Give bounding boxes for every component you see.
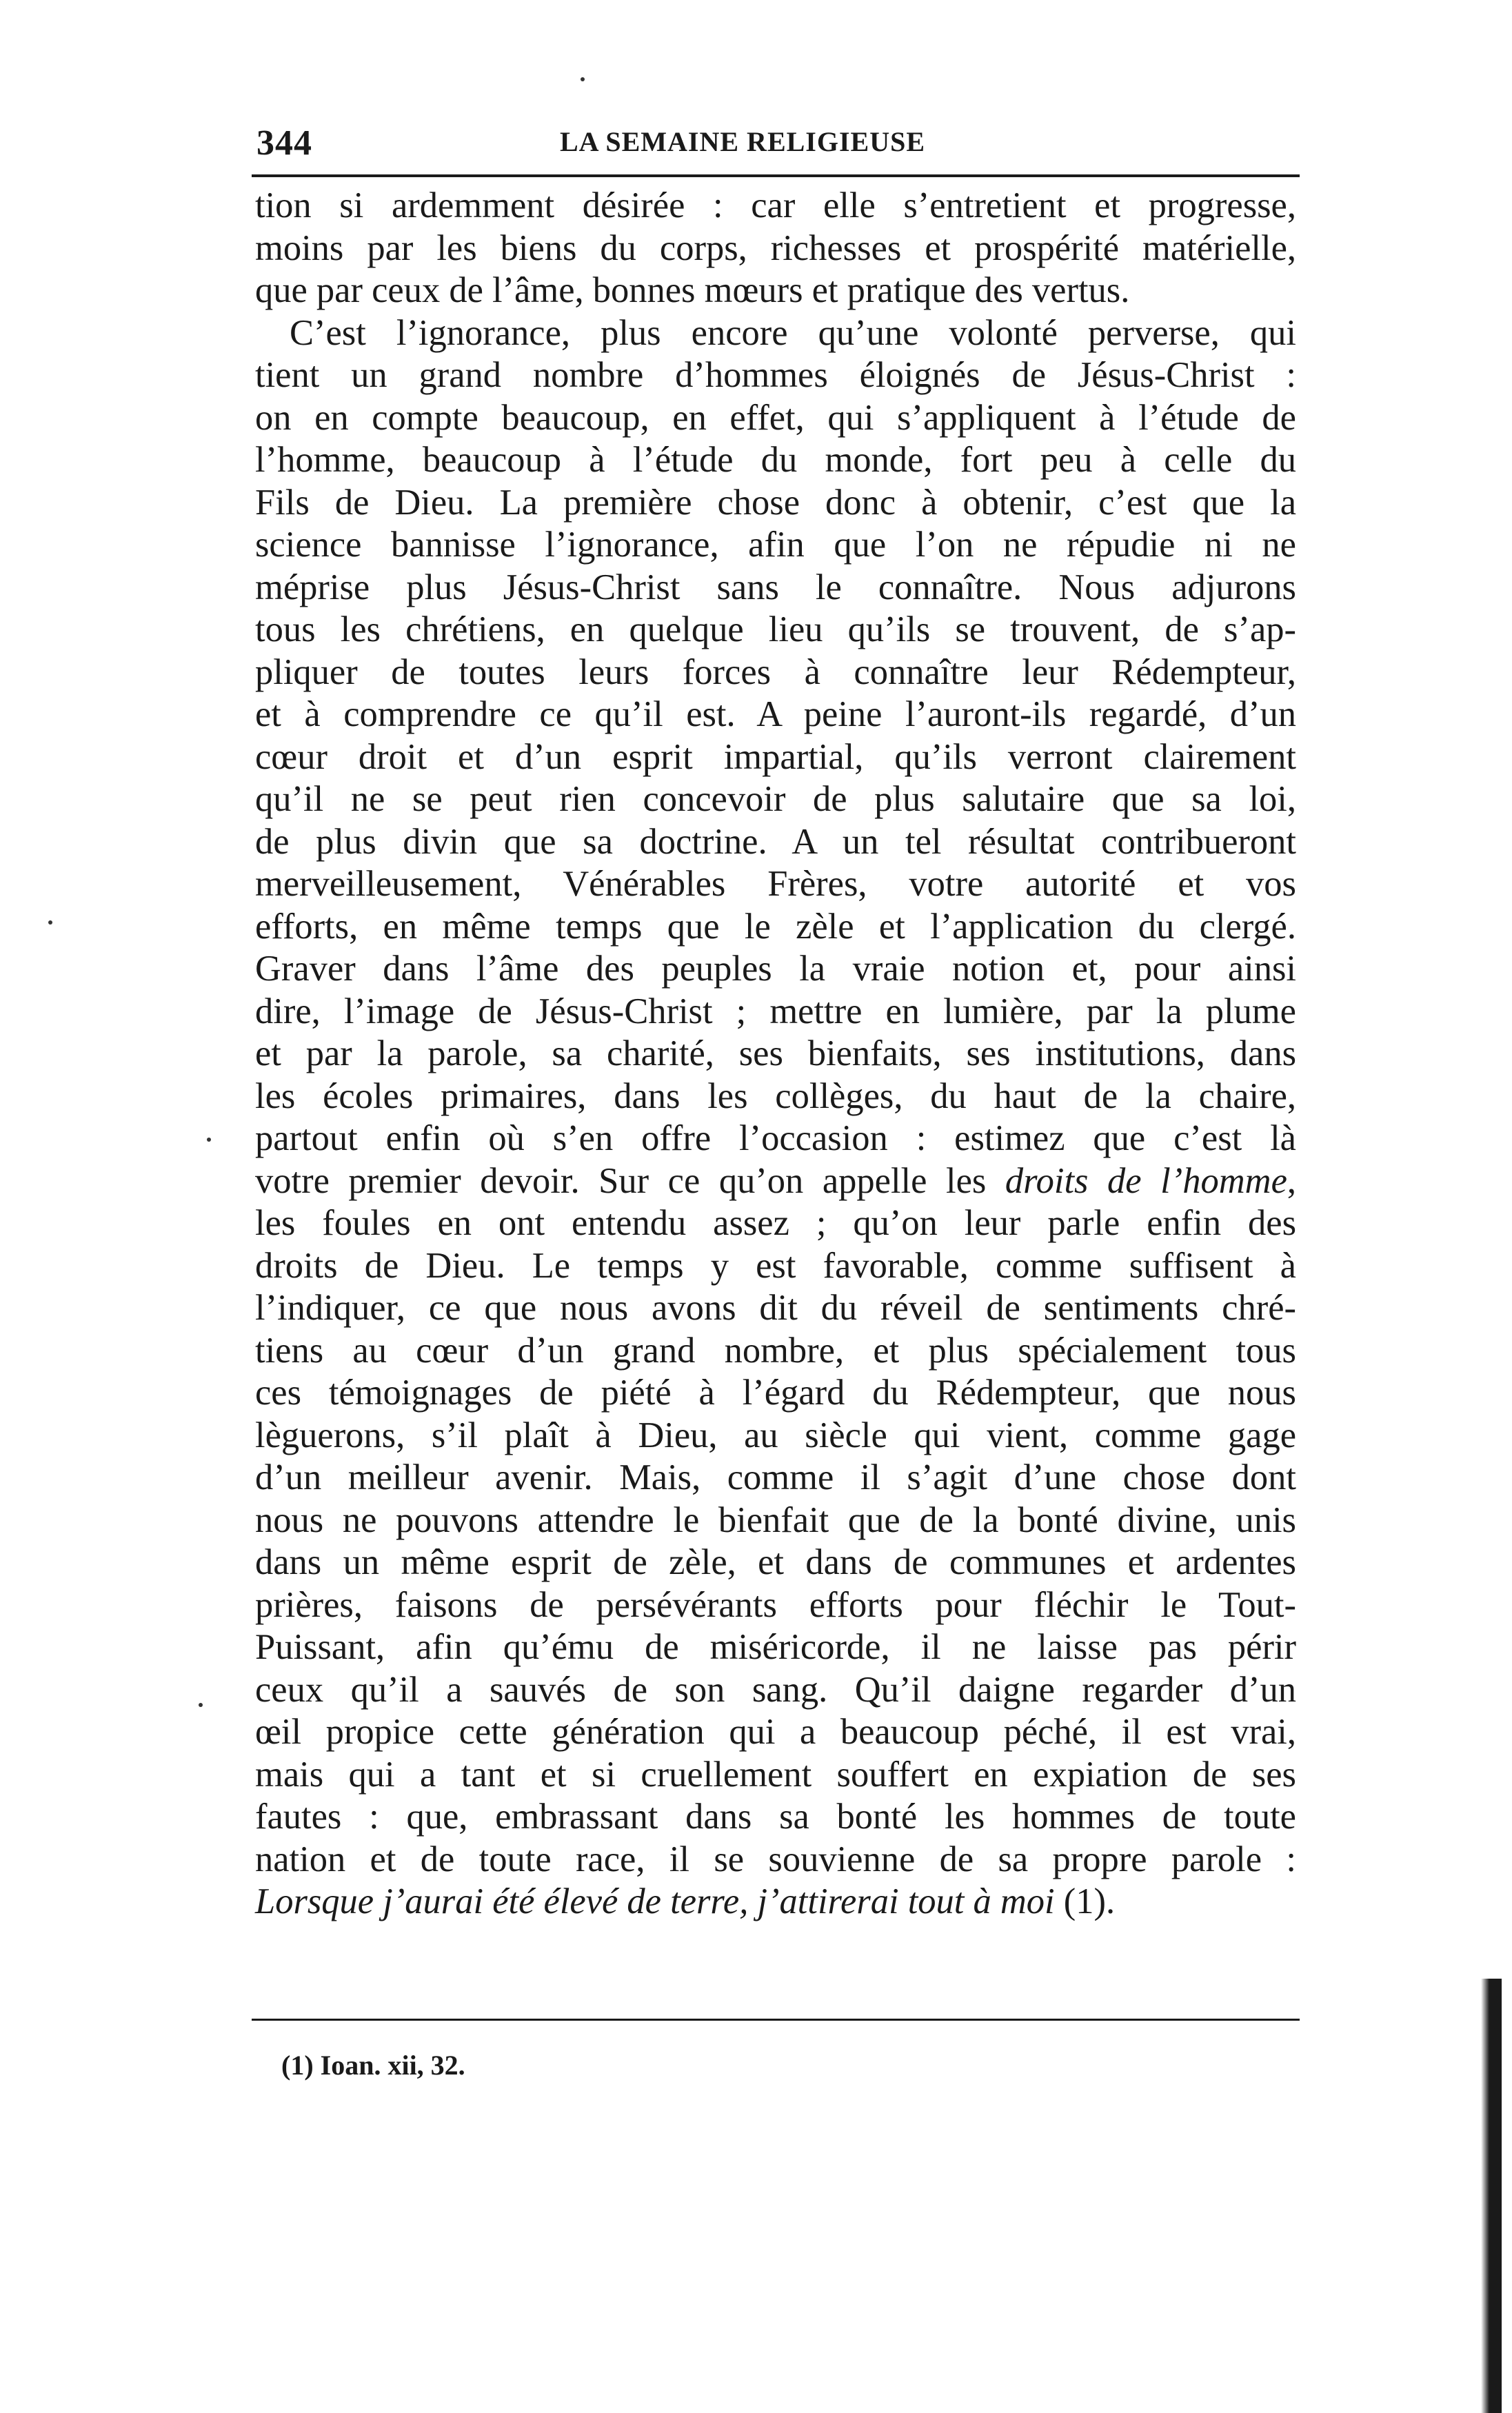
text-line: Fils de Dieu. La première chose donc à obtenir, c’est que la (255, 482, 1296, 523)
text-line: pliquer de toutes leurs forces à connaître leur Rédempteur, (255, 652, 1296, 692)
text-line: cœur droit et d’un esprit impartial, qu’ils verront clairement (255, 736, 1296, 777)
text-line: qu’il ne se peut rien concevoir de plus salutaire que sa loi, (255, 779, 1296, 819)
text-line: Graver dans l’âme des peuples la vraie notion et, pour ainsi (255, 949, 1296, 989)
italic-quote: Lorsque j’aurai été élevé de terre, j’attirerai tout à moi (255, 1881, 1055, 1921)
text-line: fautes : que, embrassant dans sa bonté les hommes de toute (255, 1797, 1296, 1837)
text-line: Puissant, afin qu’ému de miséricorde, il ne laisse pas périr (255, 1627, 1296, 1667)
scan-speck (207, 1138, 211, 1142)
text-line: les foules en ont entendu assez ; qu’on leur parle enfin des (255, 1203, 1296, 1243)
text-line: nous ne pouvons attendre le bienfait que de la bonté divine, unis (255, 1500, 1296, 1540)
text-line: prières, faisons de persévérants efforts pour fléchir le Tout- (255, 1584, 1296, 1625)
footnote: (1) Ioan. xii, 32. (281, 2050, 465, 2081)
text-line: science bannisse l’ignorance, afin que l’on ne répudie ni ne (255, 525, 1296, 565)
text-line: œil propice cette génération qui a beaucoup péché, il est vrai, (255, 1712, 1296, 1752)
text-line: l’indiquer, ce que nous avons dit du réveil de sentiments chré- (255, 1288, 1296, 1328)
text-line: tion si ardemment désirée : car elle s’entretient et progresse, (255, 185, 1296, 225)
text-line: les écoles primaires, dans les collèges, du haut de la chaire, (255, 1076, 1296, 1116)
text-line: on en compte beaucoup, en effet, qui s’appliquent à l’étude de (255, 397, 1296, 438)
running-title: LA SEMAINE RELIGIEUSE (560, 126, 926, 157)
text-line: tient un grand nombre d’hommes éloignés de Jésus-Christ : (255, 355, 1296, 395)
text-line: dans un même esprit de zèle, et dans de communes et ardentes (255, 1542, 1296, 1582)
text-line: mais qui a tant et si cruellement souffert en expiation de ses (255, 1754, 1296, 1795)
text-line: et à comprendre ce qu’il est. A peine l’auront-ils regardé, d’un (255, 694, 1296, 734)
text-line: lèguerons, s’il plaît à Dieu, au siècle qui vient, comme gage (255, 1415, 1296, 1455)
running-head (256, 123, 1298, 164)
scan-speck (48, 920, 52, 925)
text-line: droits de Dieu. Le temps y est favorable, comme suffisent à (255, 1245, 1296, 1286)
text-line: et par la parole, sa charité, ses bienfaits, ses institutions, dans (255, 1033, 1296, 1073)
body-text (255, 185, 1296, 1924)
italic-phrase: droits de l’homme (1005, 1160, 1287, 1201)
scan-speck (199, 1703, 203, 1707)
scan-edge-shadow (1481, 1979, 1502, 2413)
text-segment: votre premier devoir. Sur ce qu’on appelle les (255, 1160, 987, 1201)
text-line-with-italic (255, 1160, 1296, 1203)
text-line: merveilleusement, Vénérables Frères, votre autorité et vos (255, 864, 1296, 904)
text-line: que par ceux de l’âme, bonnes mœurs et pratique des vertus. (255, 270, 1130, 310)
text-line: partout enfin où s’en offre l’occasion : estimez que c’est là (255, 1118, 1296, 1158)
text-line: tiens au cœur d’un grand nombre, et plus spécialement tous (255, 1330, 1296, 1371)
text-line: l’homme, beaucoup à l’étude du monde, fort peu à celle du (255, 440, 1296, 480)
scan-speck (581, 77, 585, 81)
text-line: moins par les biens du corps, richesses et prospérité matérielle, (255, 228, 1296, 268)
text-line-with-italic (255, 1881, 1296, 1924)
text-line: nation et de toute race, il se souvienne de sa propre parole : (255, 1839, 1296, 1879)
text-line: ceux qu’il a sauvés de son sang. Qu’il daigne regarder d’un (255, 1669, 1296, 1710)
text-line: efforts, en même temps que le zèle et l’application du clergé. (255, 906, 1296, 947)
footnote-marker: (1). (1054, 1881, 1116, 1921)
text-line: C’est l’ignorance, plus encore qu’une volonté perverse, qui (290, 312, 1296, 353)
page-number: 344 (256, 123, 312, 163)
header-rule (252, 174, 1300, 177)
text-line: de plus divin que sa doctrine. A un tel résultat contribueront (255, 821, 1296, 862)
text-line: tous les chrétiens, en quelque lieu qu’ils se trouvent, de s’ap- (255, 609, 1296, 649)
footnote-rule (252, 2019, 1300, 2021)
text-segment: , (1287, 1160, 1296, 1201)
text-line: dire, l’image de Jésus-Christ ; mettre en lumière, par la plume (255, 991, 1296, 1031)
text-line: méprise plus Jésus-Christ sans le connaître. Nous adjurons (255, 567, 1296, 607)
text-line: d’un meilleur avenir. Mais, comme il s’agit d’une chose dont (255, 1457, 1296, 1497)
text-line: ces témoignages de piété à l’égard du Rédempteur, que nous (255, 1373, 1296, 1413)
